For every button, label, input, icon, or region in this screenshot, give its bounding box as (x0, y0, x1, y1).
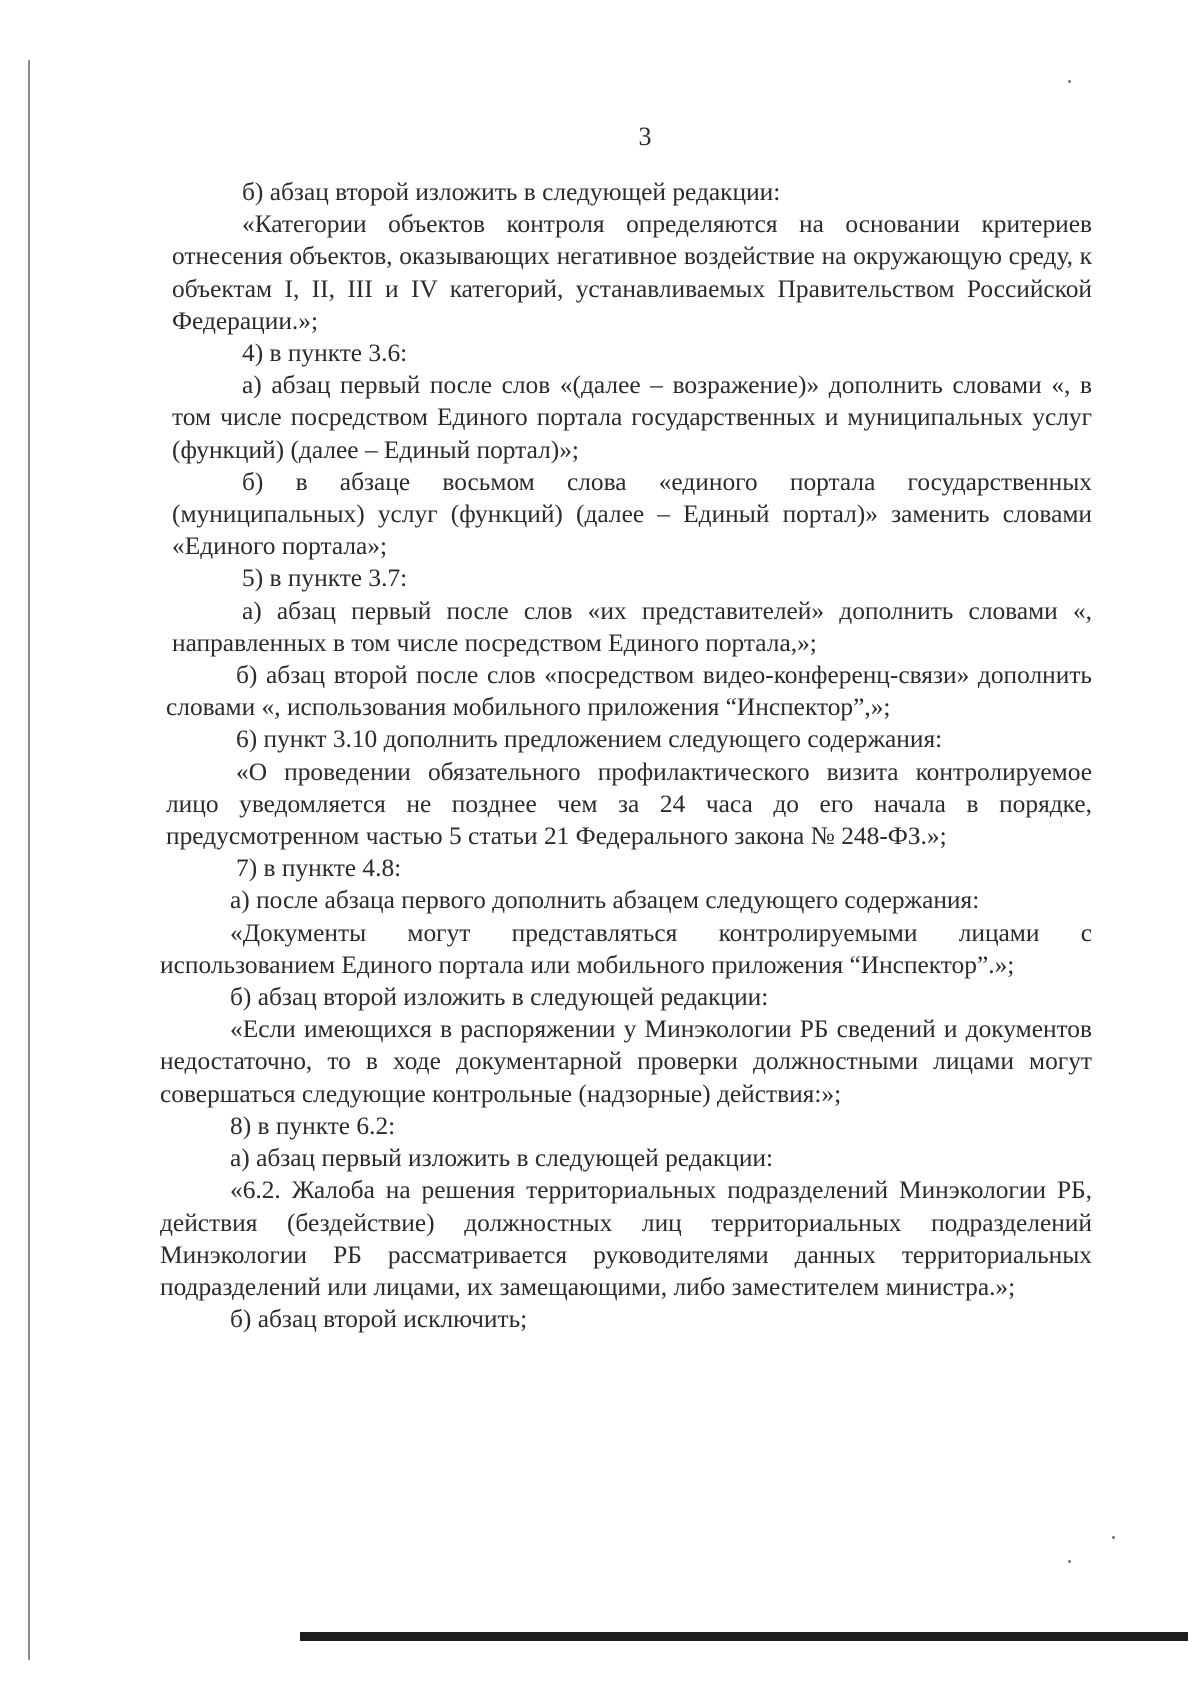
scan-speck (1112, 1536, 1115, 1539)
paragraph-11: 7) в пункте 4.8: (236, 854, 402, 883)
document-body (160, 176, 1092, 1335)
paragraph-1: б) абзац второй изложить в следующей редакции: (242, 178, 781, 206)
paragraph-15: «Если имеющихся в распоряжении у Минэкологии РБ сведений и документов недостаточно, то в ходе документарной проверки должностными лицами могут совершаться следующие контрольные (надзорные) действия:»; (160, 1015, 1092, 1108)
paragraph-10: «О проведении обязательного профилактического визита контролируемое лицо уведомляется не позднее чем за 24 часа до его начала в порядке, предусмотренном частью 5 статьи 21 Федерального закона № 248-ФЗ.»; (166, 757, 1092, 851)
paragraph-2: «Категории объектов контроля определяются на основании критериев отнесения объектов, оказывающих негативное воздействие на окружающую среду, к объектам I, II, III и IV категорий, устанавливаемых Правительством Российской Федерации.»; (172, 210, 1092, 335)
paragraph-4: а) абзац первый после слов «(далее – возражение)» дополнить словами «, в том числе посредством Единого портала государственных и муниципальных услуг (функций) (далее – Единый портал)»; (172, 371, 1092, 464)
paragraph-3: 4) в пункте 3.6: (242, 339, 408, 368)
paragraph-7: а) абзац первый после слов «их представителей» дополнить словами «, направленных в том числе посредством Единого портала,»; (172, 596, 1092, 657)
paragraph-16: 8) в пункте 6.2: (230, 1111, 396, 1140)
paragraph-19: б) абзац второй исключить; (230, 1305, 528, 1334)
paragraph-17: а) абзац первый изложить в следующей редакции: (230, 1144, 774, 1173)
paragraph-9: 6) пункт 3.10 дополнить предложением следующего содержания: (236, 725, 943, 754)
scan-edge-line (28, 60, 30, 1660)
paragraph-5: б) в абзаце восьмом слова «единого портала государственных (муниципальных) услуг (функций) (далее – Единый портал)» заменить словами «Единого портала»; (172, 467, 1092, 561)
scan-bottom-bar (300, 1632, 1188, 1641)
page-number: 3 (638, 122, 652, 151)
scan-speck (1068, 1560, 1071, 1563)
paragraph-6: 5) в пункте 3.7: (242, 564, 408, 593)
paragraph-12: а) после абзаца первого дополнить абзацем следующего содержания: (230, 886, 980, 915)
paragraph-18: «6.2. Жалоба на решения территориальных подразделений Минэкологии РБ, действия (бездействие) должностных лиц территориальных подразделений Минэкологии РБ рассматривается руководителями данных территориальных подразделений или лицами, их замещающими, либо заместителем министра.»; (160, 1176, 1092, 1301)
paragraph-8: б) абзац второй после слов «посредством видео-конференц-связи» дополнить словами «, использования мобильного приложения “Инспектор”,»; (166, 661, 1092, 722)
paragraph-14: б) абзац второй изложить в следующей редакции: (230, 983, 769, 1012)
paragraph-13: «Документы могут представляться контролируемыми лицами с использованием Единого портала или мобильного приложения “Инспектор”.»; (160, 918, 1092, 979)
scan-speck (1068, 80, 1071, 83)
